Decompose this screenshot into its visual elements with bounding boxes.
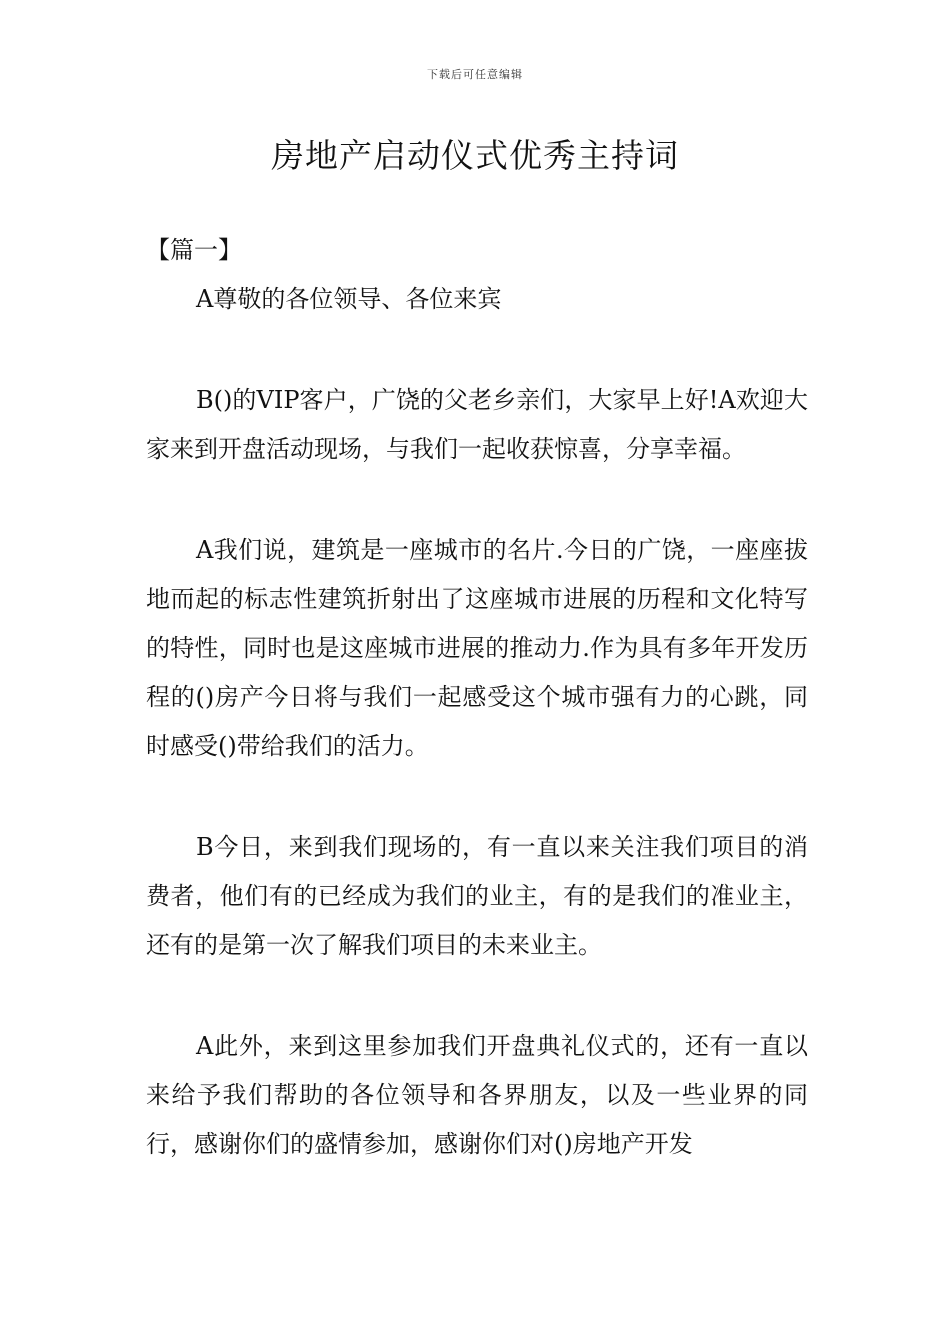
paragraph-5: A此外，来到这里参加我们开盘典礼仪式的，还有一直以来给予我们帮助的各位领导和各界朋友，以及一些业界的同行，感谢你们的盛情参加，感谢你们对()房地产开发 bbox=[146, 1032, 808, 1158]
header-note: 下载后可任意编辑 bbox=[427, 68, 523, 81]
document-title: 房地产启动仪式优秀主持词 bbox=[271, 136, 679, 175]
document-body bbox=[146, 228, 808, 1169]
paragraph-1: A尊敬的各位领导、各位来宾 bbox=[196, 285, 502, 313]
paragraph-2: B()的VIP客户，广饶的父老乡亲们，大家早上好!A欢迎大家来到开盘活动现场，与我们一起收获惊喜，分享幸福。 bbox=[146, 386, 808, 463]
paragraph-4: B今日，来到我们现场的，有一直以来关注我们项目的消费者，他们有的已经成为我们的业主，有的是我们的准业主，还有的是第一次了解我们项目的未来业主。 bbox=[146, 833, 808, 959]
section-label: 【篇一】 bbox=[146, 236, 242, 264]
paragraph-3: A我们说，建筑是一座城市的名片.今日的广饶，一座座拔地而起的标志性建筑折射出了这座城市进展的历程和文化特写的特性，同时也是这座城市进展的推动力.作为具有多年开发历程的()房产今日将与我们一起感受这个城市强有力的心跳，同时感受()带给我们的活力。 bbox=[146, 536, 808, 760]
